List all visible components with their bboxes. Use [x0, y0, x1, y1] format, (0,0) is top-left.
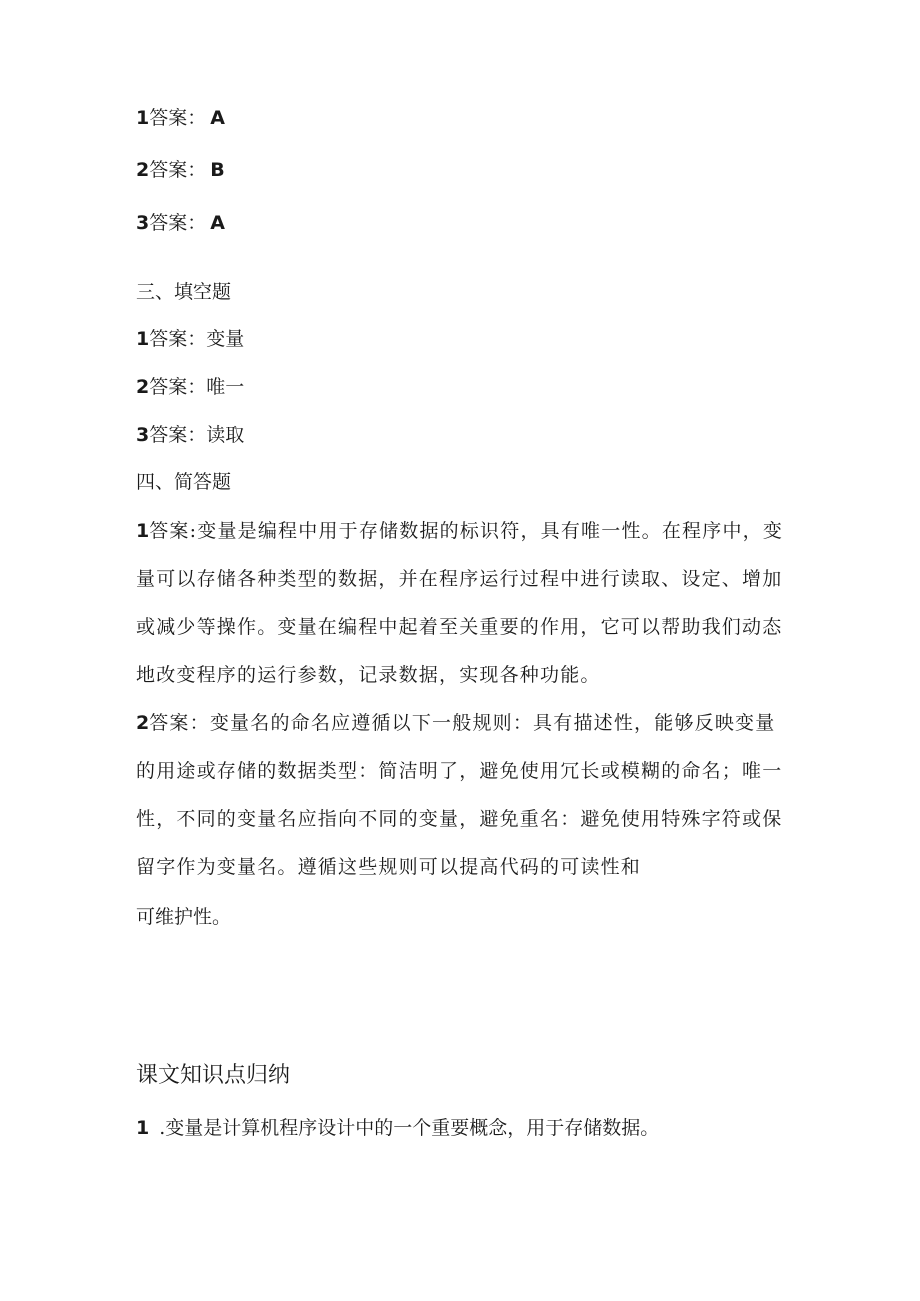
answer-text: 变量名的命名应遵循以下一般规则：具有描述性，能够反映变量的用途或存储的数据类型：简洁明了，避免使用冗长或模糊的命名；唯一性，不同的变量名应指向不同的变量，避免重名：避免使用特殊字符或保留字作为变量名。遵循这些规则可以提高代码的可读性和	[136, 712, 783, 878]
answer-value: 唯一	[206, 376, 245, 398]
knowledge-section-title: 课文知识点归纳	[136, 1063, 291, 1088]
fill-answer-2	[136, 375, 244, 399]
short-answer-1	[136, 507, 786, 699]
short-answer-2	[136, 699, 786, 891]
answer-value: A	[210, 212, 225, 234]
answer-number: 3	[136, 424, 150, 446]
fill-section-title: 三、填空题	[136, 281, 232, 303]
answer-number: 1	[136, 520, 150, 542]
answer-label: 答案：	[149, 107, 207, 129]
answer-number: 3	[136, 212, 150, 234]
answer-label: 答案：	[149, 212, 207, 234]
choice-answer-2	[136, 158, 225, 182]
answer-label: 答案：	[149, 424, 207, 446]
answer-value: 变量	[206, 328, 245, 350]
answer-number: 1	[136, 107, 150, 129]
choice-answer-3	[136, 211, 225, 235]
answer-number: 2	[136, 159, 150, 181]
answer-label: 答案：	[149, 159, 207, 181]
answer-number: 2	[136, 712, 150, 734]
fill-answer-3	[136, 423, 244, 447]
item-number: 1	[136, 1117, 150, 1139]
item-text: .变量是计算机程序设计中的一个重要概念，用于存储数据。	[159, 1117, 660, 1139]
short-answer-2-tail: 可维护性。	[136, 906, 232, 928]
answer-value: A	[210, 107, 225, 129]
answer-value: 读取	[206, 424, 245, 446]
answer-number: 2	[136, 376, 150, 398]
choice-answer-1	[136, 106, 225, 130]
answer-text: 变量是编程中用于存储数据的标识符，具有唯一性。在程序中，变量可以存储各种类型的数据，并在程序运行过程中进行读取、设定、增加或减少等操作。变量在编程中起着至关重要的作用，它可以帮助我们动态地改变程序的运行参数，记录数据，实现各种功能。	[136, 520, 784, 686]
answer-label: 答案：	[149, 712, 210, 734]
answer-number: 1	[136, 328, 150, 350]
short-section-title: 四、简答题	[136, 471, 232, 493]
knowledge-item-1	[136, 1116, 659, 1140]
answer-label: 答案:	[149, 520, 198, 542]
fill-answer-1	[136, 327, 244, 351]
answer-value: B	[210, 159, 225, 181]
answer-label: 答案：	[149, 376, 207, 398]
answer-label: 答案：	[149, 328, 207, 350]
